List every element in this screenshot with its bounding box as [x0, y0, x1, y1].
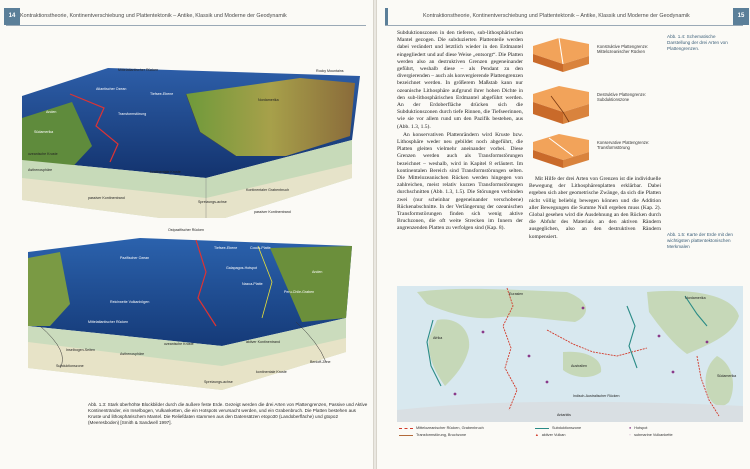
diagram-label: Nazca-Platte — [242, 282, 263, 286]
diagram-label: Subduktionszone — [56, 364, 84, 368]
diagram-label: Galapagos-Hotspot — [226, 266, 257, 270]
transform-line-icon — [399, 435, 413, 436]
map-label: Nordamerika — [685, 296, 706, 300]
diagram-label-destructive: Destruktive Plattengrenze: Subduktionszone — [597, 92, 647, 103]
diagram-label: kontinentale Kruste — [150, 170, 181, 174]
diagram-label: Nordamerika — [258, 98, 279, 102]
running-header-left: Kontraktionstheorie, Kontinentverschiebung und Plattentektonik – Antike, Klassik und Moderne der Geodynamik — [20, 13, 287, 19]
diagram-label: Asthenosphäre — [28, 168, 53, 172]
map-label: Australien — [571, 364, 587, 368]
diagram-label: Südamerika — [34, 130, 54, 134]
block-diagram-atlantic — [0, 28, 373, 218]
figure-caption-1-5: Abb. 1.5: Karte der Erde mit den wichtigsten plattentektonischen Merkmalen — [667, 232, 733, 249]
diagram-label: Benioff-Zone — [310, 360, 331, 364]
plate-boundary-diagram — [529, 32, 593, 172]
page-number-left: 14 — [4, 8, 20, 25]
running-header-right: Kontraktionstheorie, Kontinentverschiebung und Plattentektonik – Antike, Klassik und Moderne der Geodynamik — [423, 13, 690, 19]
world-tectonic-map — [397, 286, 743, 422]
legend-item: ∙∙ submarine Vulkankette — [629, 433, 673, 437]
diagram-label: ozeanische Kruste — [164, 342, 194, 346]
map-label: Afrika — [433, 336, 443, 340]
diagram-label: Spreizungs-achse — [198, 200, 227, 204]
right-page — [377, 0, 750, 469]
diagram-label: Reichweite Vulkanbögen — [110, 300, 150, 304]
map-label: Südamerika — [717, 374, 737, 378]
paragraph: Mit Hilfe der drei Arten von Grenzen ist die individuelle Bewegung der Lithosphärenplatten erklärbar. Dabei ergeben sich aber geometrische Zwänge, da sich die Platten nicht völlig beliebig bewegen können und die Addition aller Bewegungen die Summe Null ergeben muss (Kap. 2). Global gesehen wird die Ausdehnung an den Rücken durch die Abfuhr des Materials an den aktiven Rändern ausgeglichen, also an den destruktiven Rändern kompensiert. — [529, 176, 661, 240]
diagram-label: Anden — [46, 110, 57, 114]
diagram-label: Asthenosphäre — [120, 352, 145, 356]
diagram-label: Spreizungs-achse — [204, 380, 233, 384]
hotspot-icon: ● — [629, 426, 632, 430]
diagram-label: ozeanische Kruste — [28, 152, 58, 156]
diagram-label: Mittelatlantischer Rücken — [88, 320, 129, 324]
map-label: Indisch-Australischer Rücken — [573, 394, 620, 398]
diagram-label: Transformstörung — [118, 112, 147, 116]
chapter-marker — [385, 8, 388, 25]
diagram-label: Rocky Mountains — [316, 69, 344, 73]
figure-caption-1-3: Abb. 1.3: Stark überhöhte Blockbilder durch die äußere feste Erde. Gezeigt werden die drei Arten von Plattengrenzen, Passive und Aktive Kontinentränder, ein Inselbogen, Vulkanketten, die ein Hotspots verursacht werden, und ein Grabenbruch. Die Platten bestehen aus Kruste und lithosphärischem Mantel. Die Reliefdaten stammen aus den Datensätzen etopo30 (Landoberfläche) und gtopo2 (Meeresboden) [Smith & Sandwell 1997]. — [88, 402, 368, 426]
diagram-label: Kontinentaler Grabenbruch — [246, 188, 290, 192]
diagram-label: kontinentale Kruste — [256, 370, 287, 374]
legend-item: Subduktionszone — [535, 426, 581, 431]
legend-item: Transformstörung, Bruchzone — [399, 433, 466, 438]
map-label: Eurasien — [509, 292, 524, 296]
header-rule — [385, 25, 743, 26]
diagram-label: passiver Kontinentrand — [88, 196, 125, 200]
ridge-line-icon — [399, 428, 413, 429]
block-diagram-pacific — [0, 222, 373, 398]
diagram-label: Inselbogen-Seiten — [66, 348, 95, 352]
diagram-label: aktiver Kontinentrand — [246, 340, 280, 344]
body-text-column-1 — [397, 30, 523, 234]
map-label: Antarktis — [557, 413, 571, 417]
diagram-label: Peru-Chile-Graben — [284, 290, 315, 294]
paragraph: Subduktionszonen in den tieferen, sub-lithosphärischen Mantel gezogen. Die subduzierten Plattenteile werden dabei verändert und letztlich wieder in den Erdmantel eingegliedert und auf diese Weise „entsorgt“. Die Platten werden also an destruktiven Grenzen gegeneinander geführt, weshalb diese – als Pendant zu den divergierenden – auch als konvergierende Plattengrenzen bezeichnet werden. In größerem Maßstab kann nur ozeanische Lithosphäre aufgrund ihrer hohen Dichte in den sub-lithosphärischen Erdmantel abgeführt werden. An der Erdoberfläche drücken sich die Subduktionszonen durch tiefe Rinnen, die Tiefseerinnen, wie sie vor allem rund um den Pazifik bestehen, aus (Abb. 1.3, 1.5). — [397, 30, 523, 130]
diagram-label-conservative: Konservative Plattengrenze: Transformstörung — [597, 140, 650, 151]
subduction-line-icon — [535, 428, 549, 429]
diagram-label: Anden — [312, 270, 323, 274]
diagram-label: Pazifischer Ozean — [120, 256, 150, 260]
diagram-label: Cocos-Platte — [250, 246, 271, 250]
diagram-label: Atlantischer Ozean — [96, 87, 127, 91]
volcano-icon: ▲ — [535, 433, 539, 437]
figure-caption-1-4: Abb. 1.4: Schematische Darstellung der drei Arten von Plattengrenzen. — [667, 34, 728, 51]
diagram-label: Tiefsee-Ebene — [150, 92, 174, 96]
legend-item: ▲ aktiver Vulkan — [535, 433, 566, 437]
page-number-right: 15 — [733, 8, 749, 25]
legend-item: Mittelozeanischer Rücken, Grabenbruch — [399, 426, 484, 431]
diagram-label: Mittelatlantischer Rücken — [118, 68, 159, 72]
legend-item: ● Hotspot — [629, 426, 648, 430]
left-page — [0, 0, 373, 469]
body-text-column-2 — [529, 176, 661, 242]
diagram-label: Tiefsee-Ebene — [214, 246, 238, 250]
diagram-label: Ostpazifischer Rücken — [168, 228, 204, 232]
paragraph: An konservativen Plattenrändern wird Kruste bzw. Lithosphäre weder neu gebildet noch abgeführt, die Platten gleiten vielmehr aneinander vorbei. Diese Grenzen werden auch als Transformstörungen bezeichnet – weshalb, wird in Kapitel 8 erläutert. Im kontinentalen Bereich sind Transformstörungen selten. Die Mittelozeanischen Rücken werden hingegen von zahlreichen, meist relativ kurzen Transformstörungen durchschnitten (Abb. 1.3, 1.5). Die Störungen verbinden zwei (nur scheinbar gegeneinander verschobene) Rückenabschnitte. In der Verlängerung der ozeanischen Transformstörungen finden sich wenig aktive Bruchzonen, die oft weite Strecken im Innern der angrenzenden Platten zu verfolgen sind (Kap. 8). — [397, 131, 523, 232]
diagram-label: passiver Kontinentrand — [254, 210, 291, 214]
header-rule — [6, 25, 366, 26]
diagram-label-constructive: Konstruktive Plattengrenze: Mittelozeanischer Rücken — [597, 44, 649, 55]
seamount-chain-icon: ∙∙ — [629, 433, 632, 437]
